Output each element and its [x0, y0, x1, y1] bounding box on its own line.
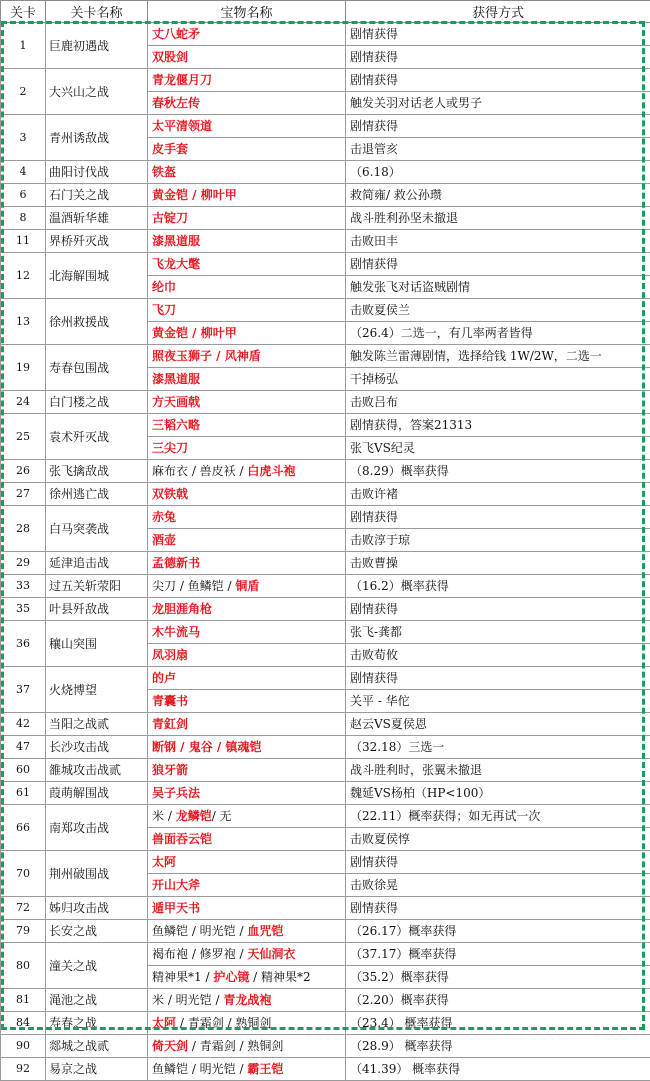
- stage-name-cell: 穰山突围: [46, 621, 148, 667]
- stage-name-cell: 过五关斩荥阳: [46, 575, 148, 598]
- acquire-method-cell: 战斗胜利时，张翼未撤退: [346, 759, 650, 782]
- level-cell: 2: [1, 69, 46, 115]
- level-cell: 37: [1, 667, 46, 713]
- table-row: [1, 736, 650, 759]
- treasure-name-highlight: 黄金铠 / 柳叶甲: [152, 188, 237, 202]
- level-cell: 11: [1, 230, 46, 253]
- acquire-method-cell: 击败徐晃: [346, 874, 650, 897]
- acquire-method-cell: 剧情获得: [346, 23, 650, 46]
- treasure-name-highlight: 白虎斗袍: [247, 464, 295, 478]
- level-cell: 35: [1, 598, 46, 621]
- treasure-name-highlight: 赤兔: [152, 510, 176, 524]
- acquire-method-cell: （41.39） 概率获得: [346, 1058, 650, 1081]
- treasure-cell: [148, 552, 346, 575]
- treasure-name-highlight: 龙鳞铠: [176, 809, 212, 823]
- treasure-name-highlight: 青龙战袍: [223, 993, 271, 1007]
- table-row: [1, 598, 650, 621]
- treasure-cell: [148, 391, 346, 414]
- table-row: [1, 184, 650, 207]
- level-cell: 81: [1, 989, 46, 1012]
- stage-name-cell: 火烧博望: [46, 667, 148, 713]
- table-row: [1, 920, 650, 943]
- treasure-cell: [148, 138, 346, 161]
- treasure-cell: [148, 805, 346, 828]
- treasure-cell: [148, 828, 346, 851]
- treasure-name-highlight: 遁甲天书: [152, 901, 200, 915]
- stage-name-cell: 当阳之战贰: [46, 713, 148, 736]
- table-row: [1, 253, 650, 276]
- treasure-name-highlight: 古锭刀: [152, 211, 188, 225]
- treasure-name-highlight: 太阿: [152, 1016, 176, 1030]
- treasure-cell: [148, 851, 346, 874]
- level-cell: 72: [1, 897, 46, 920]
- treasure-name-highlight: 兽面吞云铠: [152, 832, 212, 846]
- treasure-cell: [148, 1035, 346, 1058]
- treasure-cell: [148, 1012, 346, 1035]
- treasure-name-highlight: 方天画戟: [152, 395, 200, 409]
- level-cell: 12: [1, 253, 46, 299]
- treasure-name-text: 尖刀 / 鱼鳞铠 /: [152, 579, 235, 593]
- table-row: [1, 115, 650, 138]
- treasure-name-highlight: 倚天剑: [152, 1039, 188, 1053]
- acquire-method-cell: 剧情获得: [346, 506, 650, 529]
- treasure-cell: [148, 943, 346, 966]
- level-cell: 29: [1, 552, 46, 575]
- level-cell: 79: [1, 920, 46, 943]
- stage-name-cell: 徐州救援战: [46, 299, 148, 345]
- level-cell: 27: [1, 483, 46, 506]
- treasure-cell: [148, 368, 346, 391]
- stage-name-cell: 郯城之战贰: [46, 1035, 148, 1058]
- table-row: [1, 1035, 650, 1058]
- table-row: [1, 69, 650, 92]
- acquire-method-cell: 剧情获得: [346, 598, 650, 621]
- acquire-method-cell: （22.11）概率获得；如无再试一次: [346, 805, 650, 828]
- level-cell: 33: [1, 575, 46, 598]
- acquire-method-cell: 触发张飞对话盗贼剧情: [346, 276, 650, 299]
- treasure-name-text: 米 /: [152, 809, 176, 823]
- acquire-method-cell: （37.17）概率获得: [346, 943, 650, 966]
- treasure-cell: [148, 345, 346, 368]
- treasure-cell: [148, 713, 346, 736]
- stage-name-cell: 叶县歼敌战: [46, 598, 148, 621]
- treasure-cell: [148, 874, 346, 897]
- table-row: [1, 1058, 650, 1081]
- treasure-name-text: 褐布袍 / 修罗袍 /: [152, 947, 247, 961]
- treasure-name-text: 精神果*1 /: [152, 970, 213, 984]
- acquire-method-cell: （26.4）二选一，有几率两者皆得: [346, 322, 650, 345]
- table-row: [1, 575, 650, 598]
- treasure-name-text: 鱼鳞铠 / 明光铠 /: [152, 924, 247, 938]
- table-body: [1, 23, 650, 1081]
- level-cell: 42: [1, 713, 46, 736]
- stage-name-cell: 白门楼之战: [46, 391, 148, 414]
- table-row: [1, 1012, 650, 1035]
- treasure-name-highlight: 青釭剑: [152, 717, 188, 731]
- level-cell: 8: [1, 207, 46, 230]
- table-row: [1, 713, 650, 736]
- level-cell: 66: [1, 805, 46, 851]
- level-cell: 6: [1, 184, 46, 207]
- acquire-method-cell: 击败淳于琼: [346, 529, 650, 552]
- treasure-name-highlight: 太阿: [152, 855, 176, 869]
- treasure-name-highlight: 孟德新书: [152, 556, 200, 570]
- treasure-name-highlight: 凤羽扇: [152, 648, 188, 662]
- acquire-method-cell: 关平 - 华佗: [346, 690, 650, 713]
- header-row: [1, 1, 650, 23]
- level-cell: 80: [1, 943, 46, 989]
- stage-name-cell: 易京之战: [46, 1058, 148, 1081]
- acquire-method-cell: （2.20）概率获得: [346, 989, 650, 1012]
- table-row: [1, 943, 650, 966]
- acquire-method-cell: 击败吕布: [346, 391, 650, 414]
- acquire-method-cell: （8.29）概率获得: [346, 460, 650, 483]
- level-cell: 47: [1, 736, 46, 759]
- stage-name-cell: 石门关之战: [46, 184, 148, 207]
- stage-name-cell: 长安之战: [46, 920, 148, 943]
- stage-name-cell: 白马突袭战: [46, 506, 148, 552]
- stage-name-cell: 袁术歼灭战: [46, 414, 148, 460]
- treasure-name-text: / 无: [212, 809, 232, 823]
- treasure-name-highlight: 丈八蛇矛: [152, 27, 200, 41]
- table-row: [1, 506, 650, 529]
- treasure-cell: [148, 667, 346, 690]
- treasure-name-highlight: 双股剑: [152, 50, 188, 64]
- level-cell: 24: [1, 391, 46, 414]
- table-row: [1, 667, 650, 690]
- acquire-method-cell: 触发陈兰雷薄剧情，选择给钱 1W/2W，二选一: [346, 345, 650, 368]
- stage-name-cell: 徐州逃亡战: [46, 483, 148, 506]
- treasure-cell: [148, 483, 346, 506]
- treasure-name-highlight: 飞龙大氅: [152, 257, 200, 271]
- table-row: [1, 23, 650, 46]
- acquire-method-cell: 击败夏侯兰: [346, 299, 650, 322]
- table-row: [1, 621, 650, 644]
- treasure-cell: [148, 529, 346, 552]
- acquire-method-cell: （26.17）概率获得: [346, 920, 650, 943]
- acquire-method-cell: （28.9） 概率获得: [346, 1035, 650, 1058]
- stage-name-cell: 荆州破围战: [46, 851, 148, 897]
- level-cell: 1: [1, 23, 46, 69]
- stage-name-cell: 葭萌解围战: [46, 782, 148, 805]
- treasure-name-highlight: 漆黑道服: [152, 234, 200, 248]
- treasure-name-text: / 精神果*2: [249, 970, 310, 984]
- treasure-cell: [148, 644, 346, 667]
- stage-name-cell: 延津追击战: [46, 552, 148, 575]
- treasure-name-highlight: 吴子兵法: [152, 786, 200, 800]
- treasure-name-highlight: 皮手套: [152, 142, 188, 156]
- level-cell: 19: [1, 345, 46, 391]
- stage-name-cell: 界桥歼灭战: [46, 230, 148, 253]
- treasure-cell: [148, 253, 346, 276]
- stage-name-cell: 曲阳讨伐战: [46, 161, 148, 184]
- table-row: [1, 851, 650, 874]
- treasure-cell: [148, 92, 346, 115]
- table-row: [1, 414, 650, 437]
- treasure-cell: [148, 437, 346, 460]
- header-treasure-name: 宝物名称: [148, 1, 346, 23]
- level-cell: 84: [1, 1012, 46, 1035]
- level-cell: 60: [1, 759, 46, 782]
- acquire-method-cell: 剧情获得: [346, 69, 650, 92]
- treasure-cell: [148, 989, 346, 1012]
- level-cell: 25: [1, 414, 46, 460]
- treasure-cell: [148, 621, 346, 644]
- treasure-cell: [148, 690, 346, 713]
- acquire-method-cell: 救简雍/ 救公孙瓒: [346, 184, 650, 207]
- acquire-method-cell: （16.2）概率获得: [346, 575, 650, 598]
- level-cell: 28: [1, 506, 46, 552]
- acquire-method-cell: 剧情获得，答案21313: [346, 414, 650, 437]
- treasure-name-highlight: 三尖刀: [152, 441, 188, 455]
- table-row: [1, 460, 650, 483]
- treasure-cell: [148, 23, 346, 46]
- acquire-method-cell: 击败田丰: [346, 230, 650, 253]
- table-row: [1, 782, 650, 805]
- stage-name-cell: 雒城攻击战贰: [46, 759, 148, 782]
- treasure-cell: [148, 299, 346, 322]
- treasure-name-text: 米 / 明光铠 /: [152, 993, 223, 1007]
- level-cell: 13: [1, 299, 46, 345]
- header-stage-name: 关卡名称: [46, 1, 148, 23]
- acquire-method-cell: 击退管亥: [346, 138, 650, 161]
- treasure-name-highlight: 的卢: [152, 671, 176, 685]
- table-row: [1, 207, 650, 230]
- treasure-name-highlight: 照夜玉狮子 / 风神盾: [152, 349, 261, 363]
- treasure-name-text: 鱼鳞铠 / 明光铠 /: [152, 1062, 247, 1076]
- treasure-name-text: / 青霜剑 / 熟铜剑: [176, 1016, 271, 1030]
- header-level: 关卡: [1, 1, 46, 23]
- acquire-method-cell: 剧情获得: [346, 897, 650, 920]
- level-cell: 92: [1, 1058, 46, 1081]
- stage-name-cell: 青州诱敌战: [46, 115, 148, 161]
- stage-name-cell: 寿春包围战: [46, 345, 148, 391]
- stage-name-cell: 大兴山之战: [46, 69, 148, 115]
- table-row: [1, 989, 650, 1012]
- treasure-cell: [148, 598, 346, 621]
- acquire-method-cell: （23.4） 概率获得: [346, 1012, 650, 1035]
- acquire-method-cell: 赵云VS夏侯恩: [346, 713, 650, 736]
- table-row: [1, 552, 650, 575]
- table-header: [1, 1, 650, 23]
- stage-name-cell: 姊归攻击战: [46, 897, 148, 920]
- level-cell: 4: [1, 161, 46, 184]
- treasure-name-highlight: 太平清领道: [152, 119, 212, 133]
- treasure-cell: [148, 782, 346, 805]
- header-acquire-method: 获得方式: [346, 1, 650, 23]
- treasure-cell: [148, 161, 346, 184]
- acquire-method-cell: 击败夏侯惇: [346, 828, 650, 851]
- treasure-cell: [148, 322, 346, 345]
- treasure-cell: [148, 506, 346, 529]
- stage-name-cell: 长沙攻击战: [46, 736, 148, 759]
- stage-name-cell: 南郑攻击战: [46, 805, 148, 851]
- treasure-name-highlight: 三韬六略: [152, 418, 200, 432]
- treasure-name-highlight: 龙胆涯角枪: [152, 602, 212, 616]
- treasure-name-highlight: 酒壶: [152, 533, 176, 547]
- stage-name-cell: 潼关之战: [46, 943, 148, 989]
- treasure-name-highlight: 铜盾: [235, 579, 259, 593]
- treasure-name-highlight: 血咒铠: [247, 924, 283, 938]
- level-cell: 36: [1, 621, 46, 667]
- treasure-cell: [148, 69, 346, 92]
- acquire-method-cell: 魏延VS杨柏（HP<100）: [346, 782, 650, 805]
- treasure-name-highlight: 纶巾: [152, 280, 176, 294]
- acquire-method-cell: （35.2）概率获得: [346, 966, 650, 989]
- table-row: [1, 897, 650, 920]
- table-row: [1, 299, 650, 322]
- treasure-name-highlight: 铁盔: [152, 165, 176, 179]
- table-row: [1, 161, 650, 184]
- treasure-cell: [148, 575, 346, 598]
- treasure-cell: [148, 1058, 346, 1081]
- treasure-name-highlight: 青囊书: [152, 694, 188, 708]
- treasure-name-highlight: 双铁戟: [152, 487, 188, 501]
- treasure-cell: [148, 414, 346, 437]
- acquire-method-cell: 张飞-龚都: [346, 621, 650, 644]
- treasure-name-highlight: 漆黑道服: [152, 372, 200, 386]
- treasure-name-highlight: 护心镜: [213, 970, 249, 984]
- acquire-method-cell: （32.18）三选一: [346, 736, 650, 759]
- acquire-method-cell: 干掉杨弘: [346, 368, 650, 391]
- treasure-cell: [148, 276, 346, 299]
- level-cell: 26: [1, 460, 46, 483]
- table-row: [1, 345, 650, 368]
- treasure-name-text: / 青霜剑 / 熟铜剑: [188, 1039, 283, 1053]
- acquire-method-cell: 击败许褚: [346, 483, 650, 506]
- level-cell: 70: [1, 851, 46, 897]
- level-cell: 90: [1, 1035, 46, 1058]
- acquire-method-cell: 剧情获得: [346, 667, 650, 690]
- acquire-method-cell: 触发关羽对话老人或男子: [346, 92, 650, 115]
- treasure-cell: [148, 897, 346, 920]
- acquire-method-cell: 剧情获得: [346, 851, 650, 874]
- table-row: [1, 391, 650, 414]
- treasure-name-highlight: 开山大斧: [152, 878, 200, 892]
- table-row: [1, 230, 650, 253]
- level-cell: 61: [1, 782, 46, 805]
- stage-name-cell: 渑池之战: [46, 989, 148, 1012]
- treasure-cell: [148, 759, 346, 782]
- treasure-cell: [148, 966, 346, 989]
- acquire-method-cell: 剧情获得: [346, 46, 650, 69]
- treasure-cell: [148, 920, 346, 943]
- stage-name-cell: 张飞擒敌战: [46, 460, 148, 483]
- table-row: [1, 805, 650, 828]
- treasure-cell: [148, 230, 346, 253]
- stage-name-cell: 温酒斩华雄: [46, 207, 148, 230]
- treasure-cell: [148, 736, 346, 759]
- treasure-name-highlight: 飞刀: [152, 303, 176, 317]
- acquire-method-cell: （6.18）: [346, 161, 650, 184]
- acquire-method-cell: 剧情获得: [346, 115, 650, 138]
- acquire-method-cell: 张飞VS纪灵: [346, 437, 650, 460]
- acquire-method-cell: 击败曹操: [346, 552, 650, 575]
- treasure-cell: [148, 207, 346, 230]
- level-cell: 3: [1, 115, 46, 161]
- table-row: [1, 483, 650, 506]
- treasure-name-highlight: 断钢 / 鬼谷 / 镇魂铠: [152, 740, 261, 754]
- treasure-name-highlight: 黄金铠 / 柳叶甲: [152, 326, 237, 340]
- treasure-name-highlight: 青龙偃月刀: [152, 73, 212, 87]
- treasure-name-highlight: 霸王铠: [247, 1062, 283, 1076]
- treasure-cell: [148, 46, 346, 69]
- treasure-cell: [148, 184, 346, 207]
- treasure-name-text: 麻布衣 / 兽皮袄 /: [152, 464, 247, 478]
- acquire-method-cell: 战斗胜利孙坚未撤退: [346, 207, 650, 230]
- acquire-method-cell: 击败荀攸: [346, 644, 650, 667]
- table-row: [1, 759, 650, 782]
- treasure-cell: [148, 115, 346, 138]
- stage-name-cell: 北海解围城: [46, 253, 148, 299]
- stage-name-cell: 巨鹿初遇战: [46, 23, 148, 69]
- treasure-name-highlight: 狼牙箭: [152, 763, 188, 777]
- stage-name-cell: 寿春之战: [46, 1012, 148, 1035]
- treasure-name-highlight: 木牛流马: [152, 625, 200, 639]
- treasure-name-highlight: 春秋左传: [152, 96, 200, 110]
- treasure-cell: [148, 460, 346, 483]
- acquire-method-cell: 剧情获得: [346, 253, 650, 276]
- treasure-name-highlight: 天仙洞衣: [247, 947, 295, 961]
